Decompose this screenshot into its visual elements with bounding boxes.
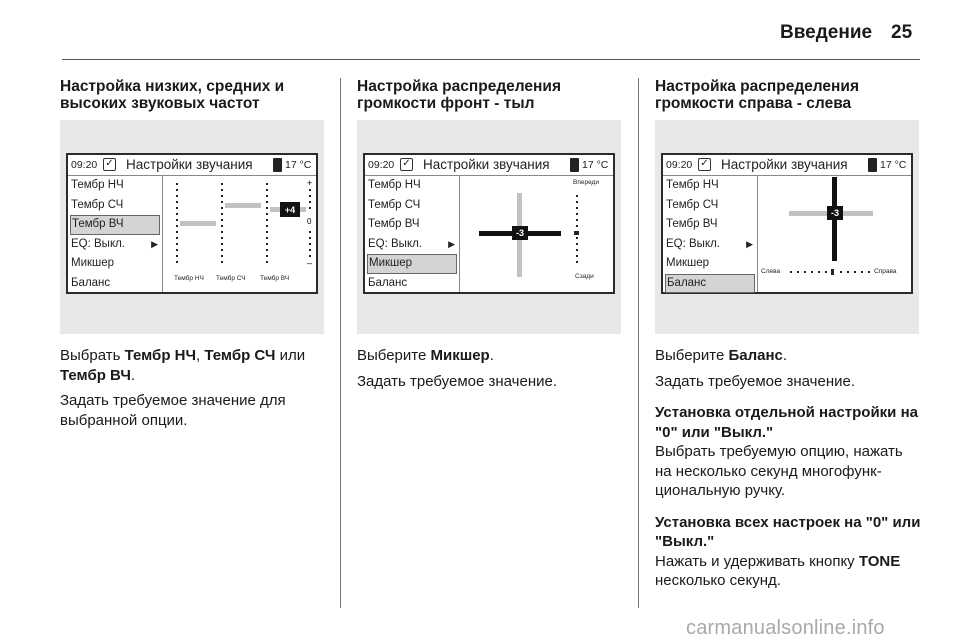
lcd-topbar <box>68 155 316 176</box>
lcd-screen <box>661 153 913 294</box>
option-treble: Тембр ВЧ <box>60 366 131 384</box>
slider-track-treble <box>266 183 268 263</box>
check-icon: ✓ <box>103 158 116 171</box>
text-run: Выберите <box>655 347 729 364</box>
text-run: Выбрать <box>60 347 125 364</box>
text-run: . <box>489 347 494 364</box>
settings-menu <box>365 176 460 292</box>
chevron-right-icon: ▶ <box>448 238 455 249</box>
menu-item-eq[interactable] <box>365 235 459 255</box>
scale-minus-label: – <box>307 258 313 268</box>
eq-label-treble: Тембр ВЧ <box>260 275 290 282</box>
balance-scale <box>790 269 870 275</box>
menu-item-eq[interactable] <box>663 235 757 255</box>
section-heading: Настройка распределения громкости справа - слева <box>655 78 859 112</box>
value-badge-text: -3 <box>830 208 840 218</box>
menu-item-bass[interactable]: Тембр НЧ <box>368 179 421 191</box>
phone-icon <box>273 158 282 172</box>
section-heading: Настройка низких, средних и высоких звуковых частот <box>60 78 285 112</box>
slider-track-bass <box>176 183 178 263</box>
menu-item-balance[interactable]: Баланс <box>71 276 111 289</box>
check-icon: ✓ <box>400 158 413 171</box>
instruction-1 <box>655 346 923 366</box>
right-label: Справа <box>874 268 897 275</box>
check-icon: ✓ <box>698 158 711 171</box>
slider-track-mid <box>221 183 223 263</box>
menu-item-treble[interactable]: Тембр ВЧ <box>666 218 718 230</box>
clock: 09:20 <box>368 159 395 171</box>
phone-icon <box>868 158 877 172</box>
lcd-topbar <box>365 155 613 176</box>
instruction-3: Выбрать требуемую опцию, нажать на несколько секунд многофунк-циональную ручку. <box>655 443 903 499</box>
scale-plus-label: + <box>307 178 313 188</box>
front-label: Впереди <box>573 179 599 186</box>
balance-graphic <box>759 177 911 292</box>
menu-item-eq-label: EQ: Выкл. <box>368 237 423 250</box>
menu-item-balance[interactable]: Баланс <box>665 274 755 294</box>
lcd-screen <box>363 153 615 294</box>
fader-scale <box>574 195 579 263</box>
value-badge-text: +4 <box>284 205 296 215</box>
eq-label-bass: Тембр НЧ <box>174 275 204 282</box>
page-number: 25 <box>891 22 913 43</box>
lcd-topbar <box>663 155 911 176</box>
fader-graphic <box>461 177 613 292</box>
watermark: carmanualsonline.info <box>686 617 885 639</box>
temperature: 17 °C <box>880 159 907 171</box>
body-text <box>60 346 328 430</box>
clock: 09:20 <box>71 159 98 171</box>
menu-item-fader[interactable]: Микшер <box>367 254 457 274</box>
header-rule <box>62 59 920 60</box>
level-bar-mid <box>225 203 261 208</box>
level-bar-bass <box>180 221 216 226</box>
menu-item-bass[interactable]: Тембр НЧ <box>71 179 124 191</box>
menu-item-treble[interactable]: Тембр ВЧ <box>70 215 160 235</box>
screenshot-balance <box>655 120 919 334</box>
option-balance: Баланс <box>728 347 783 364</box>
menu-item-mid[interactable]: Тембр СЧ <box>368 198 421 211</box>
menu-item-eq-label: EQ: Выкл. <box>666 237 721 250</box>
instruction-1 <box>60 346 328 385</box>
left-label: Слева <box>761 268 781 275</box>
section-heading: Настройка распределения громкости фронт - тыл <box>357 78 561 112</box>
phone-icon <box>570 158 579 172</box>
menu-item-fader[interactable]: Микшер <box>71 257 115 269</box>
menu-item-balance[interactable]: Баланс <box>368 276 408 289</box>
chevron-right-icon: ▶ <box>151 238 158 249</box>
option-bass: Тембр НЧ <box>124 347 197 364</box>
column-fader <box>357 78 625 391</box>
section-title: Введение <box>780 22 873 43</box>
temperature: 17 °C <box>582 159 609 171</box>
screen-title: Настройки звучания <box>423 157 550 172</box>
screen-title: Настройки звучания <box>721 157 848 172</box>
value-badge-text: -3 <box>515 228 525 238</box>
option-fader: Микшер <box>430 347 490 364</box>
eq-label-mid: Тембр СЧ <box>216 275 246 282</box>
instruction-2: Задать требуемое значение. <box>357 372 558 390</box>
subheading-reset-all: Установка всех настроек на "0" или "Выкл." <box>655 513 921 550</box>
tone-button-label: TONE <box>858 552 901 570</box>
menu-item-mid[interactable]: Тембр СЧ <box>666 198 719 211</box>
temperature: 17 °C <box>285 159 312 171</box>
subheading-reset-single: Установка отдельной настройки на "0" или "Выкл." <box>655 404 918 441</box>
text-run: . <box>130 366 136 384</box>
option-mid: Тембр СЧ <box>204 347 276 364</box>
body-text <box>357 346 625 391</box>
instruction-2: Задать требуемое значение для выбранной опции. <box>60 392 286 429</box>
text-run: несколько секунд. <box>655 572 781 589</box>
clock: 09:20 <box>666 159 693 171</box>
rear-label: Сзади <box>575 273 594 280</box>
menu-item-treble[interactable]: Тембр ВЧ <box>368 218 420 230</box>
text-run: Выберите <box>357 347 431 364</box>
settings-menu <box>68 176 163 292</box>
screenshot-eq <box>60 120 324 334</box>
screenshot-fader <box>357 120 621 334</box>
menu-item-eq-label: EQ: Выкл. <box>71 237 126 250</box>
menu-item-bass[interactable]: Тембр НЧ <box>666 179 719 191</box>
menu-item-mid[interactable]: Тембр СЧ <box>71 198 124 211</box>
eq-sliders <box>164 177 316 292</box>
column-balance <box>655 78 923 591</box>
lcd-screen <box>66 153 318 294</box>
text-run: . <box>782 347 788 364</box>
instruction-1 <box>357 346 625 366</box>
body-text <box>655 346 923 591</box>
page-header <box>0 0 960 60</box>
column-divider <box>638 78 639 608</box>
instruction-4 <box>655 552 923 591</box>
chevron-right-icon: ▶ <box>746 238 753 249</box>
column-bass-mid-treble <box>60 78 328 430</box>
column-divider <box>340 78 341 608</box>
text-run: Нажать и удерживать кнопку <box>655 552 859 570</box>
menu-item-fader[interactable]: Микшер <box>666 257 710 269</box>
text-run: или <box>275 347 306 364</box>
instruction-2: Задать требуемое значение. <box>655 372 856 390</box>
settings-menu <box>663 176 758 292</box>
screen-title: Настройки звучания <box>126 157 253 172</box>
menu-item-eq[interactable] <box>68 235 162 255</box>
text-run: , <box>196 347 205 364</box>
scale-zero-label: 0 <box>307 217 312 226</box>
